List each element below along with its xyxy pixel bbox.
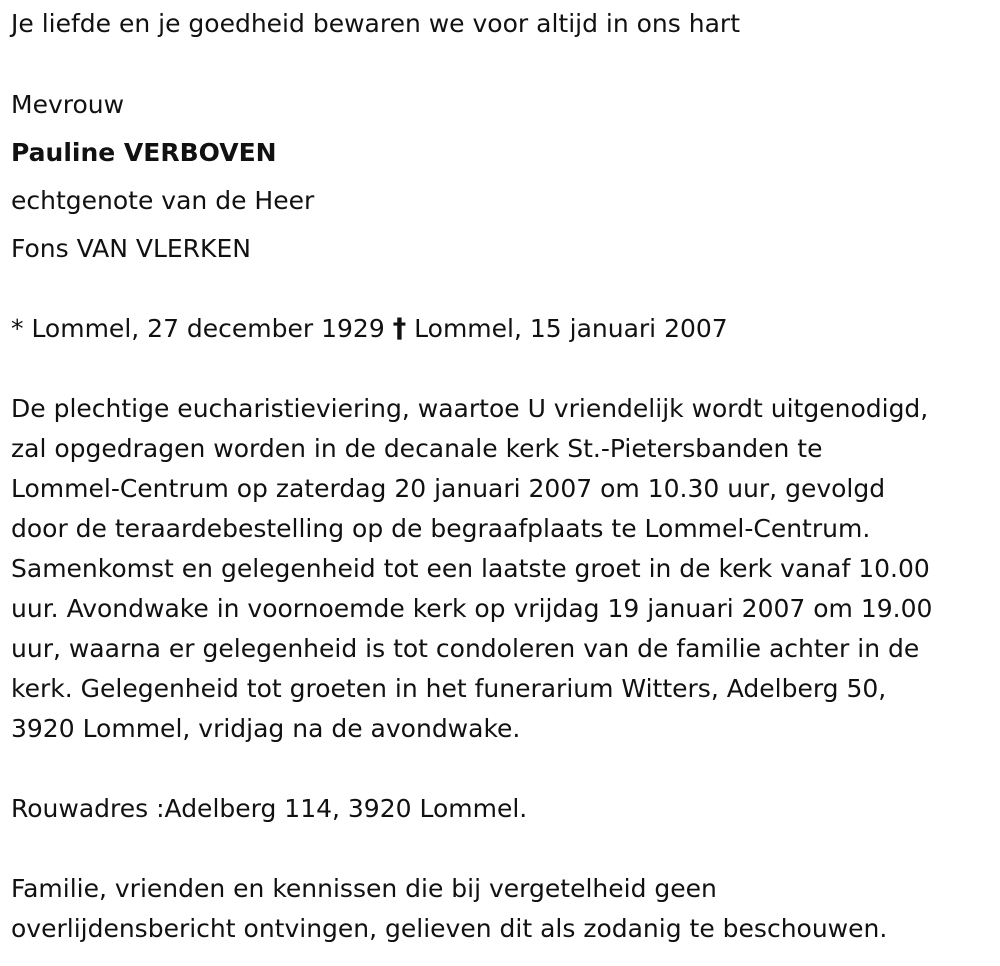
ceremony-line: Samenkomst en gelegenheid tot een laatste groet in de kerk vanaf 10.00 — [11, 554, 930, 583]
relation: echtgenote van de Heer — [11, 186, 315, 215]
death-info: Lommel, 15 januari 2007 — [414, 314, 728, 343]
spouse-name: Fons VAN VLERKEN — [11, 234, 251, 263]
dates-line — [11, 314, 728, 344]
notice-line: Familie, vrienden en kennissen die bij vergetelheid geen — [11, 874, 717, 903]
deceased-name: Pauline VERBOVEN — [11, 138, 277, 167]
motto: Je liefde en je goedheid bewaren we voor altijd in ons hart — [11, 9, 740, 38]
mourning-address: Rouwadres :Adelberg 114, 3920 Lommel. — [11, 794, 528, 823]
title: Mevrouw — [11, 90, 125, 119]
ceremony-line: Lommel-Centrum op zaterdag 20 januari 2007 om 10.30 uur, gevolgd — [11, 474, 886, 503]
notice-line: overlijdensbericht ontvingen, gelieven dit als zodanig te beschouwen. — [11, 914, 888, 943]
ceremony-line: 3920 Lommel, vridjag na de avondwake. — [11, 714, 521, 743]
ceremony-line: door de teraardebestelling op de begraafplaats te Lommel-Centrum. — [11, 514, 871, 543]
birth-info: * Lommel, 27 december 1929 — [11, 314, 385, 343]
ceremony-line: kerk. Gelegenheid tot groeten in het funerarium Witters, Adelberg 50, — [11, 674, 887, 703]
ceremony-line: De plechtige eucharistieviering, waartoe U vriendelijk wordt uitgenodigd, — [11, 394, 929, 423]
ceremony-line: uur. Avondwake in voornoemde kerk op vrijdag 19 januari 2007 om 19.00 — [11, 594, 933, 623]
ceremony-line: zal opgedragen worden in de decanale kerk St.-Pietersbanden te — [11, 434, 823, 463]
cross-symbol: † — [392, 313, 407, 344]
ceremony-line: uur, waarna er gelegenheid is tot condoleren van de familie achter in de — [11, 634, 920, 663]
